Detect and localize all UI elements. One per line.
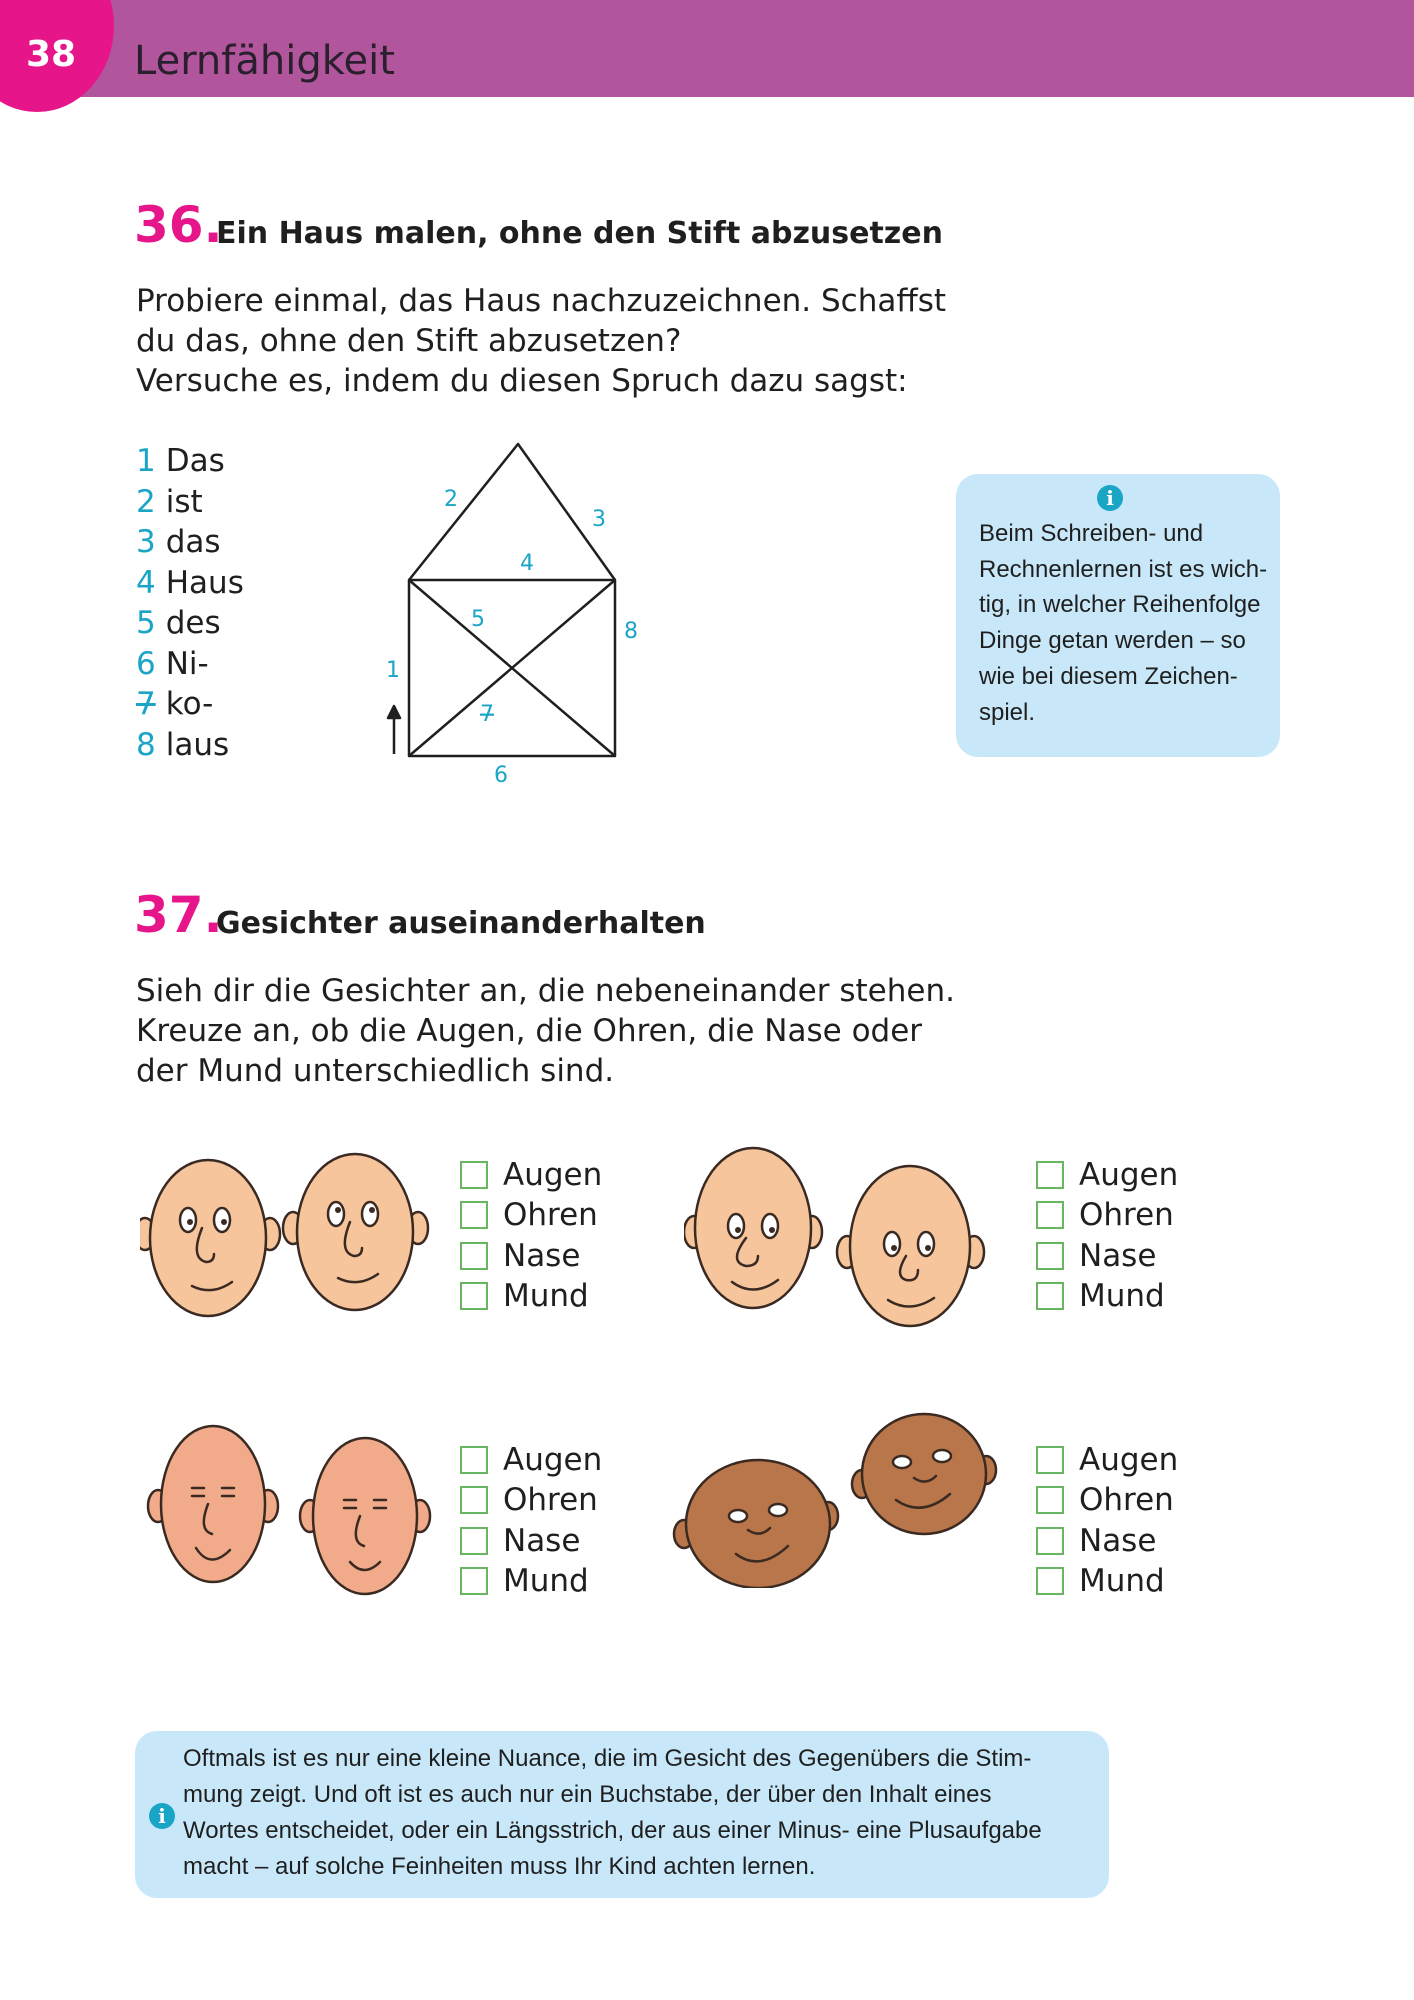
checkbox[interactable]: [1036, 1282, 1064, 1310]
verse-line: [136, 482, 244, 523]
verse-line: [136, 603, 244, 644]
check-option[interactable]: [1036, 1480, 1178, 1520]
check-option[interactable]: [460, 1276, 602, 1316]
task-36-number: 36.: [134, 196, 223, 254]
eye-icon: [328, 1202, 344, 1226]
check-option[interactable]: [1036, 1155, 1178, 1195]
option-label: Augen: [1079, 1157, 1179, 1193]
option-label: Mund: [1079, 1562, 1165, 1599]
face-icon: [850, 1166, 970, 1326]
intro-line: der Mund unterschiedlich sind.: [136, 1053, 615, 1089]
intro-line: Versuche es, indem du diesen Spruch dazu sagst:: [136, 363, 908, 399]
task-36-title: Ein Haus malen, ohne den Stift abzusetzen: [216, 216, 943, 251]
option-label: Mund: [503, 1562, 589, 1599]
checklist-pair-3: [460, 1440, 602, 1601]
intro-line: Kreuze an, ob die Augen, die Ohren, die Nase oder: [136, 1013, 923, 1049]
option-label: Ohren: [1079, 1197, 1174, 1234]
verse-line: [136, 563, 244, 604]
verse-word: ko-: [165, 686, 214, 722]
house-drawing: [380, 432, 650, 792]
info-icon: i: [149, 1803, 175, 1829]
checkbox[interactable]: [1036, 1161, 1064, 1189]
info-line: mung zeigt. Und oft ist es auch nur ein Buchstabe, der über den Inhalt eines: [183, 1781, 992, 1808]
info-box-task-36: [956, 474, 1280, 757]
eye-icon: [728, 1214, 744, 1238]
checkbox[interactable]: [460, 1527, 488, 1555]
info-line: tig, in welcher Reihenfolge: [979, 591, 1261, 619]
info-line: Beim Schreiben- und: [979, 520, 1204, 547]
option-label: Augen: [503, 1157, 603, 1193]
verse-word: des: [165, 605, 221, 641]
option-label: Ohren: [503, 1197, 598, 1234]
start-arrow-icon: [388, 706, 400, 718]
checkbox[interactable]: [460, 1446, 488, 1474]
eye-icon: [884, 1232, 900, 1256]
checkbox[interactable]: [460, 1161, 488, 1189]
check-option[interactable]: [1036, 1521, 1178, 1561]
house-label: 3: [592, 507, 606, 532]
checkbox[interactable]: [460, 1486, 488, 1514]
option-label: Nase: [1079, 1237, 1157, 1274]
checkbox[interactable]: [460, 1201, 488, 1229]
info-line: Wortes entscheidet, oder ein Längsstrich, der aus einer Minus- eine Plusaufgabe: [183, 1817, 1042, 1844]
intro-line: Probiere einmal, das Haus nachzuzeichnen. Schaffst: [136, 283, 947, 319]
eye-icon: [918, 1232, 934, 1256]
check-option[interactable]: [1036, 1276, 1178, 1316]
info-line: spiel.: [979, 698, 1036, 726]
eye-icon: [893, 1456, 911, 1468]
verse-number: 7: [136, 686, 156, 722]
checkbox[interactable]: [460, 1567, 488, 1595]
checklist-pair-4: [1036, 1440, 1178, 1601]
option-label: Ohren: [503, 1482, 598, 1519]
face-pair-3: [146, 1424, 442, 1596]
face-icon: [695, 1148, 811, 1308]
face-pair-4: [668, 1412, 1000, 1588]
info-line: Oftmals ist es nur eine kleine Nuance, die im Gesicht des Gegenübers die Stim-: [183, 1745, 1032, 1772]
eye-icon: [362, 1202, 378, 1226]
page-number: 38: [26, 34, 77, 75]
info-line: macht – auf solche Feinheiten muss Ihr Kind achten lernen.: [183, 1853, 816, 1880]
intro-line: du das, ohne den Stift abzusetzen?: [136, 323, 682, 359]
option-label: Augen: [503, 1442, 603, 1478]
checkbox[interactable]: [1036, 1242, 1064, 1270]
task-37-number: 37.: [134, 886, 223, 944]
option-label: Ohren: [1079, 1482, 1174, 1519]
face-pair-2: [684, 1142, 990, 1328]
checkbox[interactable]: [1036, 1527, 1064, 1555]
check-option[interactable]: [460, 1195, 602, 1235]
checkbox[interactable]: [460, 1282, 488, 1310]
verse-word: das: [165, 524, 221, 560]
house-roof: [409, 444, 615, 580]
intro-line: Sieh dir die Gesichter an, die nebeneinander stehen.: [136, 973, 955, 1009]
info-box-bottom: [135, 1731, 1109, 1898]
verse-word: laus: [165, 726, 230, 763]
verse-number: 3: [136, 524, 156, 560]
eye-icon: [933, 1450, 951, 1462]
info-icon: i: [1097, 485, 1123, 511]
verse-line: [136, 522, 244, 563]
house-label: 4: [520, 551, 534, 576]
eye-icon: [729, 1510, 747, 1522]
face-icon: [150, 1160, 266, 1316]
check-option[interactable]: [460, 1480, 602, 1520]
house-label: 1: [386, 658, 400, 683]
verse-number: 2: [136, 483, 156, 520]
check-option[interactable]: [460, 1155, 602, 1195]
verse-line: [136, 644, 244, 685]
option-label: Nase: [503, 1237, 581, 1274]
option-label: Mund: [1079, 1277, 1165, 1314]
checkbox[interactable]: [1036, 1446, 1064, 1474]
verse-line: [136, 684, 244, 725]
verse-line: [136, 441, 244, 482]
option-label: Nase: [503, 1522, 581, 1559]
info-line: wie bei diesem Zeichen-: [979, 662, 1238, 690]
verse-word: Ni-: [165, 645, 209, 682]
check-option[interactable]: [1036, 1561, 1178, 1601]
info-line: Dinge getan werden – so: [979, 627, 1246, 655]
page-title: Lernfähigkeit: [134, 38, 395, 84]
eye-icon: [762, 1214, 778, 1238]
verse-word: ist: [165, 483, 203, 520]
house-label: 7: [480, 702, 494, 727]
check-option[interactable]: [460, 1561, 602, 1601]
face-pair-1: [140, 1138, 440, 1318]
face-icon: [862, 1414, 986, 1534]
checklist-pair-2: [1036, 1155, 1178, 1316]
verse-word: Das: [165, 443, 225, 479]
house-label: 5: [471, 607, 485, 632]
task-36-intro: [136, 281, 956, 401]
check-option[interactable]: [460, 1521, 602, 1561]
option-label: Augen: [1079, 1442, 1179, 1478]
checkbox[interactable]: [460, 1242, 488, 1270]
check-option[interactable]: [460, 1236, 602, 1276]
house-label: 2: [444, 487, 458, 512]
check-option[interactable]: [1036, 1236, 1178, 1276]
check-option[interactable]: [1036, 1195, 1178, 1235]
task-37-intro: [136, 971, 956, 1091]
face-icon: [686, 1460, 830, 1588]
check-option[interactable]: [1036, 1440, 1178, 1480]
face-icon: [297, 1154, 413, 1310]
checklist-pair-1: [460, 1155, 602, 1316]
house-label: 8: [624, 619, 638, 644]
option-label: Mund: [503, 1277, 589, 1314]
verse-number: 6: [136, 645, 156, 682]
verse-number: 4: [136, 564, 156, 601]
verse-number: 8: [136, 726, 156, 763]
verse-number: 1: [136, 443, 156, 479]
verse-list: [136, 441, 244, 765]
task-37-title: Gesichter auseinanderhalten: [216, 906, 706, 941]
check-option[interactable]: [460, 1440, 602, 1480]
checkbox[interactable]: [1036, 1486, 1064, 1514]
verse-line: [136, 725, 244, 766]
checkbox[interactable]: [1036, 1201, 1064, 1229]
verse-number: 5: [136, 605, 156, 641]
eye-icon: [769, 1504, 787, 1516]
info-line: Rechnenlernen ist es wich-: [979, 555, 1268, 583]
option-label: Nase: [1079, 1522, 1157, 1559]
checkbox[interactable]: [1036, 1567, 1064, 1595]
house-label: 6: [494, 763, 508, 788]
verse-word: Haus: [165, 564, 244, 601]
